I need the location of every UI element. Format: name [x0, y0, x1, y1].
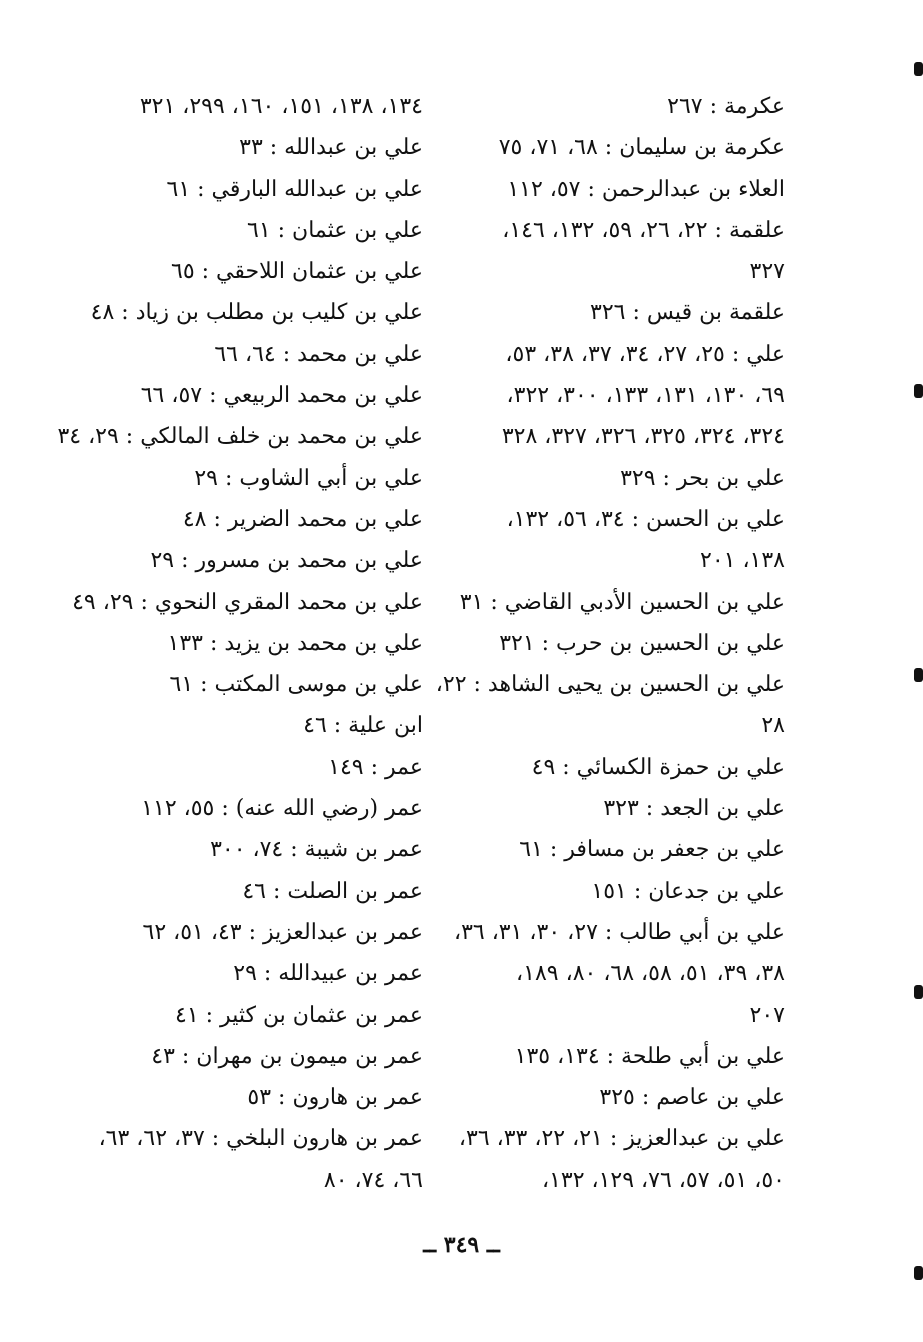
- index-entry: علي بن محمد الضرير : ٤٨: [182, 506, 423, 532]
- index-entry: علي بن كليب بن مطلب بن زياد : ٤٨: [90, 300, 423, 326]
- index-entry: علقمة : ٢٢، ٢٦، ٥٩، ١٣٢، ١٤٦،: [502, 217, 785, 243]
- index-entry: ٣٢٧: [749, 259, 785, 285]
- binding-mark: [914, 384, 923, 398]
- page-number: ــ ٣٤٩ ــ: [423, 1232, 500, 1258]
- index-entry: علي بن أبي طالب : ٢٧، ٣٠، ٣١، ٣٦،: [453, 919, 785, 945]
- index-entry: ٣٨، ٣٩، ٥١، ٥٨، ٦٨، ٨٠، ١٨٩،: [516, 961, 785, 987]
- index-entry: علي بن عبدالله : ٣٣: [239, 135, 423, 161]
- index-column-right: [425, 86, 785, 1201]
- index-column-left: [0, 86, 423, 1201]
- index-entry: علي بن محمد بن مسرور : ٢٩: [150, 548, 423, 574]
- index-entry: ابن علية : ٤٦: [303, 713, 423, 739]
- index-entry: ٣٢٤، ٣٢٤، ٣٢٥، ٣٢٦، ٣٢٧، ٣٢٨: [501, 424, 785, 450]
- index-entry: علي بن بحر : ٣٢٩: [620, 465, 785, 491]
- index-entry: عمر بن هارون : ٥٣: [247, 1085, 423, 1111]
- index-entry: علي بن الحسين بن يحيى الشاهد : ٢٢،: [435, 672, 785, 698]
- index-entry: عكرمة : ٢٦٧: [667, 94, 785, 119]
- index-entry: ٢٠٧: [749, 1002, 785, 1028]
- index-entry: عمر بن شيبة : ٧٤، ٣٠٠: [210, 837, 423, 863]
- index-entry: عمر بن عثمان بن كثير : ٤١: [175, 1002, 423, 1028]
- index-entry: ٢٨: [761, 713, 785, 739]
- binding-mark: [914, 668, 923, 682]
- index-entry: عمر بن الصلت : ٤٦: [242, 878, 423, 904]
- index-entry: علي بن محمد : ٦٤، ٦٦: [214, 341, 423, 367]
- index-entry: ٥٠، ٥١، ٥٧، ٧٦، ١٢٩، ١٣٢،: [541, 1167, 785, 1193]
- index-entry: علي بن الحسين بن حرب : ٣٢١: [499, 630, 785, 656]
- index-entry: علي بن عبدالعزيز : ٢١، ٢٢، ٣٣، ٣٦،: [458, 1126, 785, 1152]
- index-entry: عمر بن عبيدالله : ٢٩: [233, 961, 423, 987]
- index-entry: ٦٩، ١٣٠، ١٣١، ١٣٣، ٣٠٠، ٣٢٢،: [506, 383, 785, 409]
- index-entry: علي بن محمد الربيعي : ٥٧، ٦٦: [140, 383, 423, 409]
- index-entry: علي بن محمد المقري النحوي : ٢٩، ٤٩: [72, 589, 423, 615]
- index-entry: العلاء بن عبدالرحمن : ٥٧، ١١٢: [507, 176, 785, 202]
- binding-mark: [914, 62, 923, 76]
- index-entry: علي بن الحسن : ٣٤، ٥٦، ١٣٢،: [506, 506, 785, 532]
- index-entry: علي بن عثمان اللاحقي : ٦٥: [171, 259, 423, 285]
- index-entry: علي بن الحسين الأدبي القاضي : ٣١: [459, 589, 785, 615]
- binding-mark: [914, 985, 923, 999]
- index-entry: عمر (رضي الله عنه) : ٥٥، ١١٢: [141, 796, 423, 822]
- index-entry: ٦٦، ٧٤، ٨٠: [323, 1167, 423, 1193]
- binding-mark: [914, 1266, 923, 1280]
- index-entry: علي بن محمد بن خلف المالكي : ٢٩، ٣٤: [57, 424, 423, 450]
- index-entry: علي بن محمد بن يزيد : ١٣٣: [167, 630, 423, 656]
- index-entry: عمر بن ميمون بن مهران : ٤٣: [151, 1043, 423, 1069]
- index-entry: عمر : ١٤٩: [328, 754, 423, 780]
- index-entry: علي بن أبي الشاوب : ٢٩: [194, 465, 423, 491]
- index-entry: عمر بن عبدالعزيز : ٤٣، ٥١، ٦٢: [142, 919, 423, 945]
- index-entry: ١٣٨، ٢٠١: [700, 548, 785, 574]
- index-entry: علي بن عثمان : ٦١: [247, 217, 423, 243]
- index-entry: علي بن حمزة الكسائي : ٤٩: [531, 754, 785, 780]
- index-entry: علي بن جعفر بن مسافر : ٦١: [519, 837, 785, 863]
- index-entry: علي بن عاصم : ٣٢٥: [599, 1085, 785, 1111]
- index-entry: ١٣٤، ١٣٨، ١٥١، ١٦٠، ٢٩٩، ٣٢١: [139, 94, 423, 119]
- index-entry: علي بن الجعد : ٣٢٣: [603, 796, 785, 822]
- index-entry: علي بن موسى المكتب : ٦١: [169, 672, 423, 698]
- index-entry: عكرمة بن سليمان : ٦٨، ٧١، ٧٥: [498, 135, 785, 161]
- index-entry: علقمة بن قيس : ٣٢٦: [590, 300, 785, 326]
- index-entry: علي بن أبي طلحة : ١٣٤، ١٣٥: [514, 1043, 785, 1069]
- index-entry: علي بن جدعان : ١٥١: [591, 878, 785, 904]
- index-entry: عمر بن هارون البلخي : ٣٧، ٦٢، ٦٣،: [98, 1126, 423, 1152]
- index-entry: علي : ٢٥، ٢٧، ٣٤، ٣٧، ٣٨، ٥٣،: [505, 341, 785, 367]
- index-entry: علي بن عبدالله البارقي : ٦١: [166, 176, 423, 202]
